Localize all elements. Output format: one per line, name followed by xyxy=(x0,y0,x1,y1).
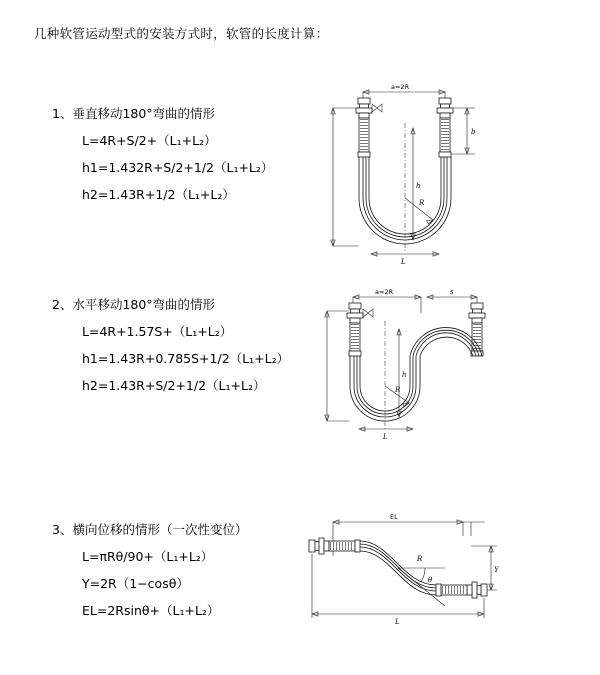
figure-3-label-angle: θ xyxy=(428,576,433,584)
section-1-formula-3: h2=1.43R+1/2（L₁+L₂） xyxy=(82,187,235,202)
figure-1-label-side: b xyxy=(471,128,476,136)
figure-1-label-radius: R xyxy=(419,199,425,207)
section-2-title: 2、水平移动180°弯曲的情形 xyxy=(52,297,216,312)
section-1-formula-1: L=4R+S/2+（L₁+L₂） xyxy=(82,133,217,148)
figure-2-label-top2: s xyxy=(450,288,454,296)
figure-1-label-top: a=2R xyxy=(391,83,410,91)
figure-2-right-flange xyxy=(469,303,485,323)
figure-2-label-radius: R xyxy=(395,386,401,394)
figure-3-label-top: EL xyxy=(390,513,398,521)
figure-lateral-offset xyxy=(295,506,525,636)
figure-1-label-bottom: L xyxy=(401,258,406,266)
figure-1-right-flange xyxy=(437,98,453,118)
section-3-formula-2: Y=2R（1−cosθ） xyxy=(82,576,189,591)
figure-1-label-height: h xyxy=(416,182,421,190)
figure-1-left-flange xyxy=(356,98,372,118)
figure-3-label-bottom: L xyxy=(395,618,400,626)
figure-3-left-flange xyxy=(309,538,329,554)
section-2-formula-2: h1=1.43R+0.785S+1/2（L₁+L₂） xyxy=(82,351,290,366)
section-3-text xyxy=(52,520,312,628)
section-2-formula-1: L=4R+1.57S+（L₁+L₂） xyxy=(82,324,233,339)
figure-2-label-height: h xyxy=(402,371,407,379)
section-3-formula-3: EL=2Rsinθ+（L₁+L₂） xyxy=(82,603,220,618)
figure-1-drawing xyxy=(315,68,515,283)
figure-vertical-180 xyxy=(315,68,515,283)
figure-2-left-flange xyxy=(347,303,363,323)
figure-2-label-top: a=2R xyxy=(375,288,394,296)
figure-2-label-bottom: L xyxy=(383,433,388,441)
section-1-title: 1、垂直移动180°弯曲的情形 xyxy=(52,106,216,121)
intro-text: 几种软管运动型式的安装方式时，软管的长度计算： xyxy=(34,26,329,41)
section-2-text xyxy=(52,295,312,403)
section-3-formula-1: L=πRθ/90+（L₁+L₂） xyxy=(82,549,214,564)
section-1-formula-2: h1=1.432R+S/2+1/2（L₁+L₂） xyxy=(82,160,274,175)
figure-2-drawing xyxy=(315,281,515,461)
figure-3-label-radius: R xyxy=(417,555,423,563)
section-2-formula-3: h2=1.43R+S/2+1/2（L₁+L₂） xyxy=(82,378,266,393)
figure-3-label-side: Y xyxy=(494,566,499,574)
figure-3-drawing xyxy=(295,506,525,636)
figure-horizontal-180 xyxy=(315,281,515,461)
figure-2-left-braid xyxy=(351,324,359,349)
section-1-text xyxy=(52,104,312,212)
figure-3-right-flange xyxy=(467,582,487,598)
section-3-title: 3、横向位移的情形（一次性变位） xyxy=(52,522,248,537)
